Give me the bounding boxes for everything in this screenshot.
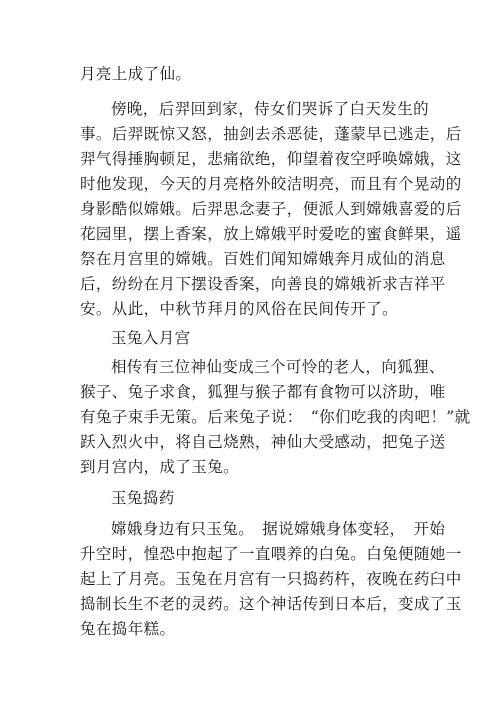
text-line: 羿气得捶胸顿足，悲痛欲绝，仰望着夜空呼唤嫦娥，这 bbox=[80, 150, 462, 168]
text-line: 兔在捣年糕。 bbox=[80, 620, 176, 638]
section-heading: 玉兔入月宫 bbox=[111, 329, 191, 347]
paragraph-first-line: 嫦娥身边有只玉兔。 据说嫦娥身体变轻， 开始 bbox=[111, 520, 446, 538]
paragraph-first-line: 相传有三位神仙变成三个可怜的老人，向狐狸、 bbox=[111, 358, 445, 376]
text-line: 月亮上成了仙。 bbox=[80, 65, 192, 83]
paragraph-first-line: 傍晚，后羿回到家，侍女们哭诉了白天发生的 bbox=[111, 100, 430, 118]
text-line: 安。从此，中秋节拜月的风俗在民间传开了。 bbox=[80, 300, 399, 318]
text-line: 猴子、兔子求食，狐狸与猴子都有食物可以济助，唯 bbox=[80, 383, 446, 401]
text-line: 升空时，惶恐中抱起了一直喂养的白兔。白兔便随她一 bbox=[80, 545, 462, 563]
text-line: 跃入烈火中，将自己烧熟，神仙大受感动，把兔子送 bbox=[80, 433, 446, 451]
text-line: 捣制长生不老的灵药。这个神话传到日本后，变成了玉 bbox=[80, 595, 462, 613]
text-line: 有兔子束手无策。后来兔子说： “你们吃我的肉吧！”就 bbox=[80, 408, 471, 426]
text-line: 身影酷似嫦娥。后羿思念妻子，便派人到嫦娥喜爱的后 bbox=[80, 200, 462, 218]
text-line: 事。后羿既惊又怒，抽剑去杀恶徒，蓬蒙早已逃走，后 bbox=[80, 125, 462, 143]
text-line: 花园里，摆上香案，放上嫦娥平时爱吃的蜜食鲜果，遥 bbox=[80, 225, 462, 243]
text-line: 时他发现，今天的月亮格外皎洁明亮，而且有个晃动的 bbox=[80, 175, 462, 193]
text-line: 后，纷纷在月下摆设香案，向善良的嫦娥祈求吉祥平 bbox=[80, 275, 446, 293]
section-heading: 玉兔捣药 bbox=[111, 489, 175, 507]
text-line: 起上了月亮。玉兔在月宫有一只捣药杵，夜晚在药臼中 bbox=[80, 570, 462, 588]
text-line: 祭在月宫里的嫦娥。百姓们闻知嫦娥奔月成仙的消息 bbox=[80, 250, 446, 268]
text-line: 到月宫内，成了玉兔。 bbox=[80, 458, 240, 476]
